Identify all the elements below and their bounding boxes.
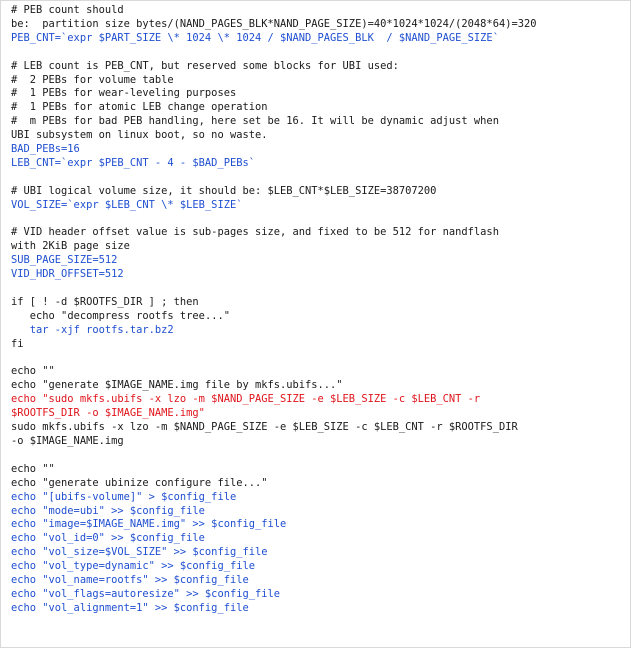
code-line: # VID header offset value is sub-pages size, and fixed to be 512 for nandflash	[11, 226, 499, 239]
code-line	[11, 282, 626, 296]
code-listing	[11, 4, 626, 616]
code-line: UBI subsystem on linux boot, so no waste.	[11, 129, 268, 142]
code-line: VOL_SIZE=`expr $LEB_CNT \* $LEB_SIZE`	[11, 198, 243, 211]
code-line: echo "vol_size=$VOL_SIZE" >> $config_file	[11, 546, 268, 559]
code-line: echo "vol_name=rootfs" >> $config_file	[11, 574, 249, 587]
code-line: with 2KiB page size	[11, 240, 130, 253]
code-line: echo "decompress rootfs tree..."	[11, 309, 230, 322]
code-line: echo "vol_type=dynamic" >> $config_file	[11, 560, 255, 573]
code-line: echo "mode=ubi" >> $config_file	[11, 504, 205, 517]
code-line: sudo mkfs.ubifs -x lzo -m $NAND_PAGE_SIZE -e $LEB_SIZE -c $LEB_CNT -r $ROOTFS_DIR	[11, 421, 518, 434]
code-line: -o $IMAGE_NAME.img	[11, 435, 124, 448]
code-line: echo "sudo mkfs.ubifs -x lzo -m $NAND_PAGE_SIZE -e $LEB_SIZE -c $LEB_CNT -r	[11, 393, 481, 406]
code-line: echo "vol_flags=autoresize" >> $config_file	[11, 587, 280, 600]
code-line: echo ""	[11, 365, 55, 378]
code-line: # UBI logical volume size, it should be: $LEB_CNT*$LEB_SIZE=38707200	[11, 184, 437, 197]
code-line	[11, 213, 626, 227]
code-line: SUB_PAGE_SIZE=512	[11, 254, 118, 267]
code-line	[11, 449, 626, 463]
code-line: # 2 PEBs for volume table	[11, 73, 174, 86]
code-line: PEB_CNT=`expr $PART_SIZE \* 1024 \* 1024 / $NAND_PAGES_BLK / $NAND_PAGE_SIZE`	[11, 31, 499, 44]
code-line: if [ ! -d $ROOTFS_DIR ] ; then	[11, 295, 199, 308]
code-line: echo "[ubifs-volume]" > $config_file	[11, 490, 237, 503]
code-line: echo ""	[11, 462, 55, 475]
code-line: BAD_PEBs=16	[11, 143, 80, 156]
code-line: tar -xjf rootfs.tar.bz2	[11, 323, 174, 336]
code-line: LEB_CNT=`expr $PEB_CNT - 4 - $BAD_PEBs`	[11, 156, 255, 169]
code-line	[11, 171, 626, 185]
code-line: # LEB count is PEB_CNT, but reserved some blocks for UBI used:	[11, 59, 399, 72]
code-line: # m PEBs for bad PEB handling, here set be 16. It will be dynamic adjust when	[11, 115, 499, 128]
code-line: # PEB count should	[11, 4, 124, 16]
code-line: VID_HDR_OFFSET=512	[11, 268, 124, 281]
code-line: # 1 PEBs for atomic LEB change operation	[11, 101, 268, 114]
code-line	[11, 352, 626, 366]
code-line: echo "image=$IMAGE_NAME.img" >> $config_file	[11, 518, 287, 531]
code-line: # 1 PEBs for wear-leveling purposes	[11, 87, 237, 100]
code-line	[11, 46, 626, 60]
code-line: echo "vol_id=0" >> $config_file	[11, 532, 205, 545]
code-line: fi	[11, 337, 24, 350]
code-line: be: partition size bytes/(NAND_PAGES_BLK*NAND_PAGE_SIZE)=40*1024*1024/(2048*64)=320	[11, 17, 537, 30]
code-line: echo "generate $IMAGE_NAME.img file by mkfs.ubifs..."	[11, 379, 343, 392]
code-line: echo "generate ubinize configure file..."	[11, 476, 268, 489]
code-line: $ROOTFS_DIR -o $IMAGE_NAME.img"	[11, 407, 205, 420]
code-line: echo "vol_alignment=1" >> $config_file	[11, 601, 249, 614]
